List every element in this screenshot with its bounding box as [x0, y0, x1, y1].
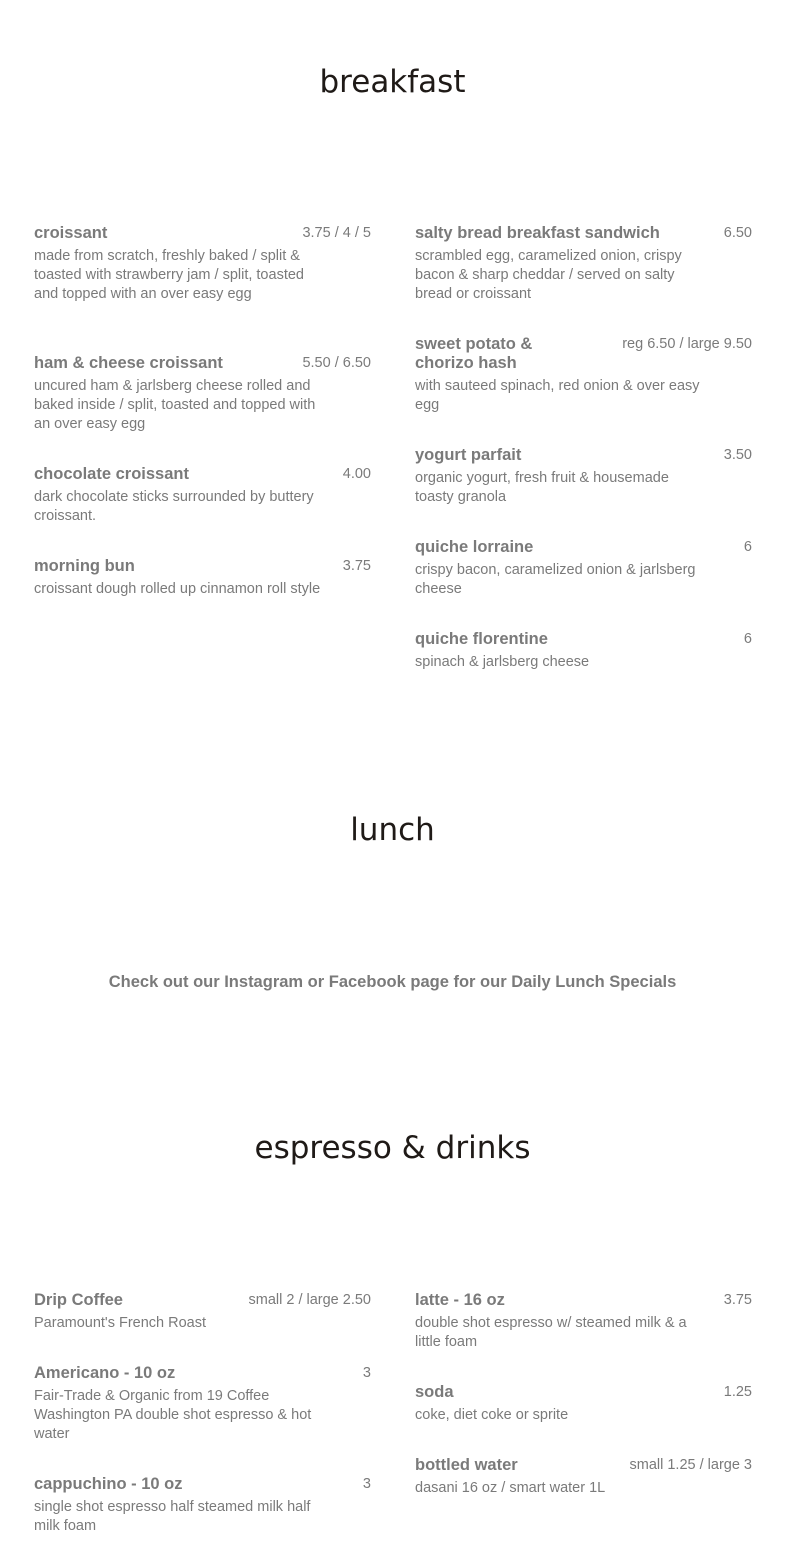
menu-item: [415, 630, 752, 672]
item-name: bottled water: [415, 1456, 518, 1474]
item-description: spinach & jarlsberg cheese: [415, 654, 590, 670]
menu-item: [415, 446, 752, 507]
menu-item: [415, 1291, 752, 1352]
item-price: 3: [362, 1365, 371, 1381]
menu-item: [34, 224, 371, 304]
item-price: small 1.25 / large 3: [629, 1457, 752, 1473]
item-name: cappuchino - 10 oz: [34, 1475, 183, 1493]
item-description: scrambled egg, caramelized onion, crispy bacon & sharp cheddar / served on salty bread or croissant: [415, 248, 682, 302]
item-price: 1.25: [723, 1384, 752, 1400]
section-title-breakfast: breakfast: [319, 64, 466, 100]
menu-item: [34, 557, 371, 599]
item-description: coke, diet coke or sprite: [415, 1407, 569, 1423]
menu-item: [34, 1364, 371, 1444]
item-name: latte - 16 oz: [415, 1291, 505, 1309]
item-price: 3.75: [342, 558, 371, 574]
item-name: Drip Coffee: [34, 1291, 123, 1309]
item-description: dark chocolate sticks surrounded by buttery croissant.: [34, 489, 314, 524]
item-price: 3: [362, 1476, 371, 1492]
item-name: chocolate croissant: [34, 465, 189, 483]
item-price: 3.75 / 4 / 5: [302, 225, 371, 241]
item-name: salty bread breakfast sandwich: [415, 224, 660, 242]
item-description: with sauteed spinach, red onion & over easy egg: [415, 378, 700, 413]
item-description: Fair-Trade & Organic from 19 Coffee Washington PA double shot espresso & hot water: [34, 1388, 312, 1442]
menu-item: [415, 1383, 752, 1425]
menu-item: [415, 224, 752, 304]
item-description: double shot espresso w/ steamed milk & a little foam: [415, 1315, 687, 1350]
item-name: yogurt parfait: [415, 446, 522, 464]
menu-item: [34, 465, 371, 526]
item-price: 4.00: [342, 466, 371, 482]
item-description: dasani 16 oz / smart water 1L: [415, 1480, 606, 1496]
item-name: croissant: [34, 224, 108, 242]
item-name: Americano - 10 oz: [34, 1364, 176, 1382]
menu-item: [415, 335, 752, 415]
item-description: organic yogurt, fresh fruit & housemade toasty granola: [415, 470, 669, 505]
item-price: 3.75: [723, 1292, 752, 1308]
section-title-lunch: lunch: [350, 812, 435, 848]
item-name: quiche lorraine: [415, 538, 534, 556]
lunch-specials-note: Check out our Instagram or Facebook page for our Daily Lunch Specials: [108, 973, 677, 991]
item-price: 6: [743, 631, 752, 647]
item-price: 3.50: [723, 447, 752, 463]
menu-item: [415, 1456, 752, 1498]
item-price: 6: [743, 539, 752, 555]
item-price: 6.50: [723, 225, 752, 241]
menu-item: [415, 538, 752, 599]
item-description: crispy bacon, caramelized onion & jarlsberg cheese: [415, 562, 696, 597]
item-name: soda: [415, 1383, 454, 1401]
item-description: made from scratch, freshly baked / split & toasted with strawberry jam / split, toasted and topped with an over easy egg: [34, 248, 304, 302]
item-description: uncured ham & jarlsberg cheese rolled and baked inside / split, toasted and topped with an over easy egg: [34, 378, 316, 432]
item-price: reg 6.50 / large 9.50: [622, 336, 752, 352]
section-title-drinks: espresso & drinks: [254, 1130, 531, 1166]
item-description: croissant dough rolled up cinnamon roll style: [34, 581, 321, 597]
menu-item: [34, 1475, 371, 1536]
item-name: sweet potato & chorizo hash: [415, 335, 533, 372]
item-name: morning bun: [34, 557, 135, 575]
item-price: small 2 / large 2.50: [248, 1292, 371, 1308]
menu-item: [34, 1291, 371, 1333]
item-price: 5.50 / 6.50: [302, 355, 371, 371]
item-name: quiche florentine: [415, 630, 548, 648]
item-description: Paramount's French Roast: [34, 1315, 207, 1331]
item-description: single shot espresso half steamed milk half milk foam: [34, 1499, 311, 1534]
item-name: ham & cheese croissant: [34, 354, 223, 372]
menu-item: [34, 354, 371, 434]
